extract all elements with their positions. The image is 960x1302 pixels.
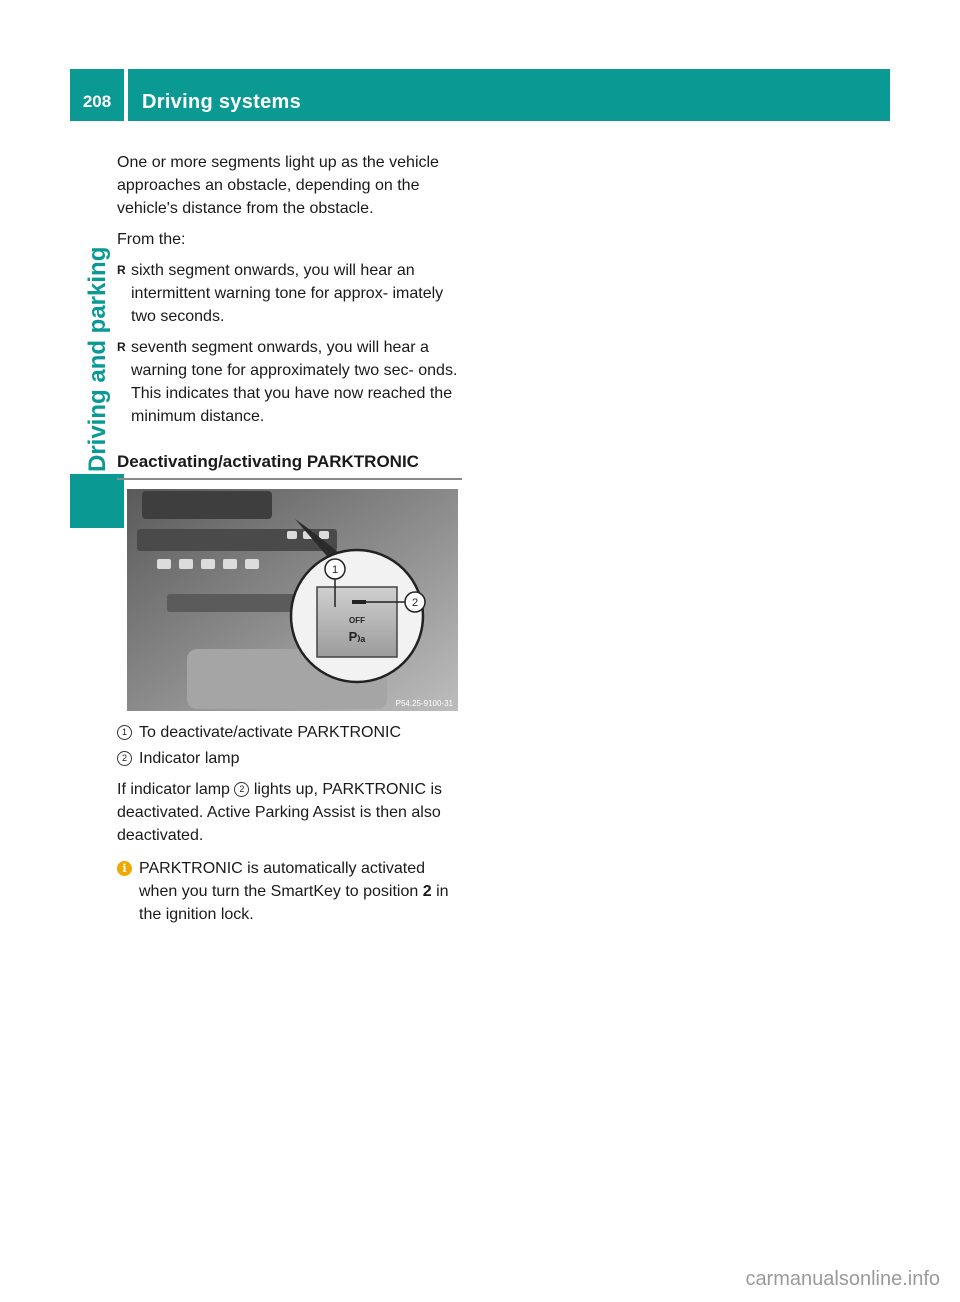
note-position: 2 [422, 883, 432, 900]
note-text-before: PARKTRONIC is automatically activated when you turn the SmartKey to position [139, 860, 426, 900]
bullet-icon: R [117, 263, 126, 277]
header-divider [124, 69, 128, 121]
intro-paragraph: One or more segments light up as the vehicle approaches an obstacle, depending on the vehicle's distance from the obstacle. [117, 154, 439, 217]
footer-watermark: carmanualsonline.info [745, 1268, 940, 1290]
side-tab-label: Driving and parking [84, 246, 111, 472]
indicator-text-after: lights up, PARKTRONIC is deactivated. Active Parking Assist is then also deactivated. [117, 781, 443, 844]
from-the-label: From the: [117, 231, 186, 248]
legend-number-icon: 1 [117, 725, 132, 740]
list-item [117, 336, 462, 428]
indicator-lamp [352, 600, 366, 604]
page-number: 208 [82, 92, 112, 111]
note-text-after: in the ignition lock. [139, 883, 449, 923]
dashboard-display [142, 491, 272, 519]
legend-item-1 [117, 721, 462, 744]
callout-2-number: 2 [411, 597, 419, 609]
bullet-icon: R [117, 340, 126, 354]
info-icon: i [117, 861, 132, 876]
legend-item-2 [117, 747, 462, 770]
indicator-text-before: If indicator lamp [117, 781, 230, 798]
inline-number-icon: 2 [234, 782, 249, 797]
info-note [117, 857, 462, 926]
legend-text: Indicator lamp [139, 750, 240, 767]
bullet-text: seventh segment onwards, you will hear a warning tone for approximately two sec- onds. This indicates that you have now reached the minimum distance. [131, 339, 458, 425]
button-symbol: P₎ₐ [348, 629, 366, 644]
legend-number-icon: 2 [117, 751, 132, 766]
section-heading: Deactivating/activating PARKTRONIC [117, 450, 462, 480]
bullet-text: sixth segment onwards, you will hear an intermittent warning tone for approx- imately two seconds. [131, 262, 444, 325]
side-tab [70, 138, 124, 474]
indicator-paragraph [117, 778, 462, 847]
list-item [117, 259, 462, 328]
callout-1-number: 1 [331, 564, 339, 576]
button-off-label: OFF [349, 616, 365, 625]
bullet-list [117, 259, 462, 428]
parktronic-button-figure [127, 489, 458, 711]
figure-code: P54.25-9100-31 [395, 699, 453, 708]
legend-text: To deactivate/activate PARKTRONIC [139, 724, 402, 741]
section-title: Driving systems [142, 91, 302, 113]
side-tab-marker [70, 474, 124, 528]
content-column [117, 151, 462, 926]
